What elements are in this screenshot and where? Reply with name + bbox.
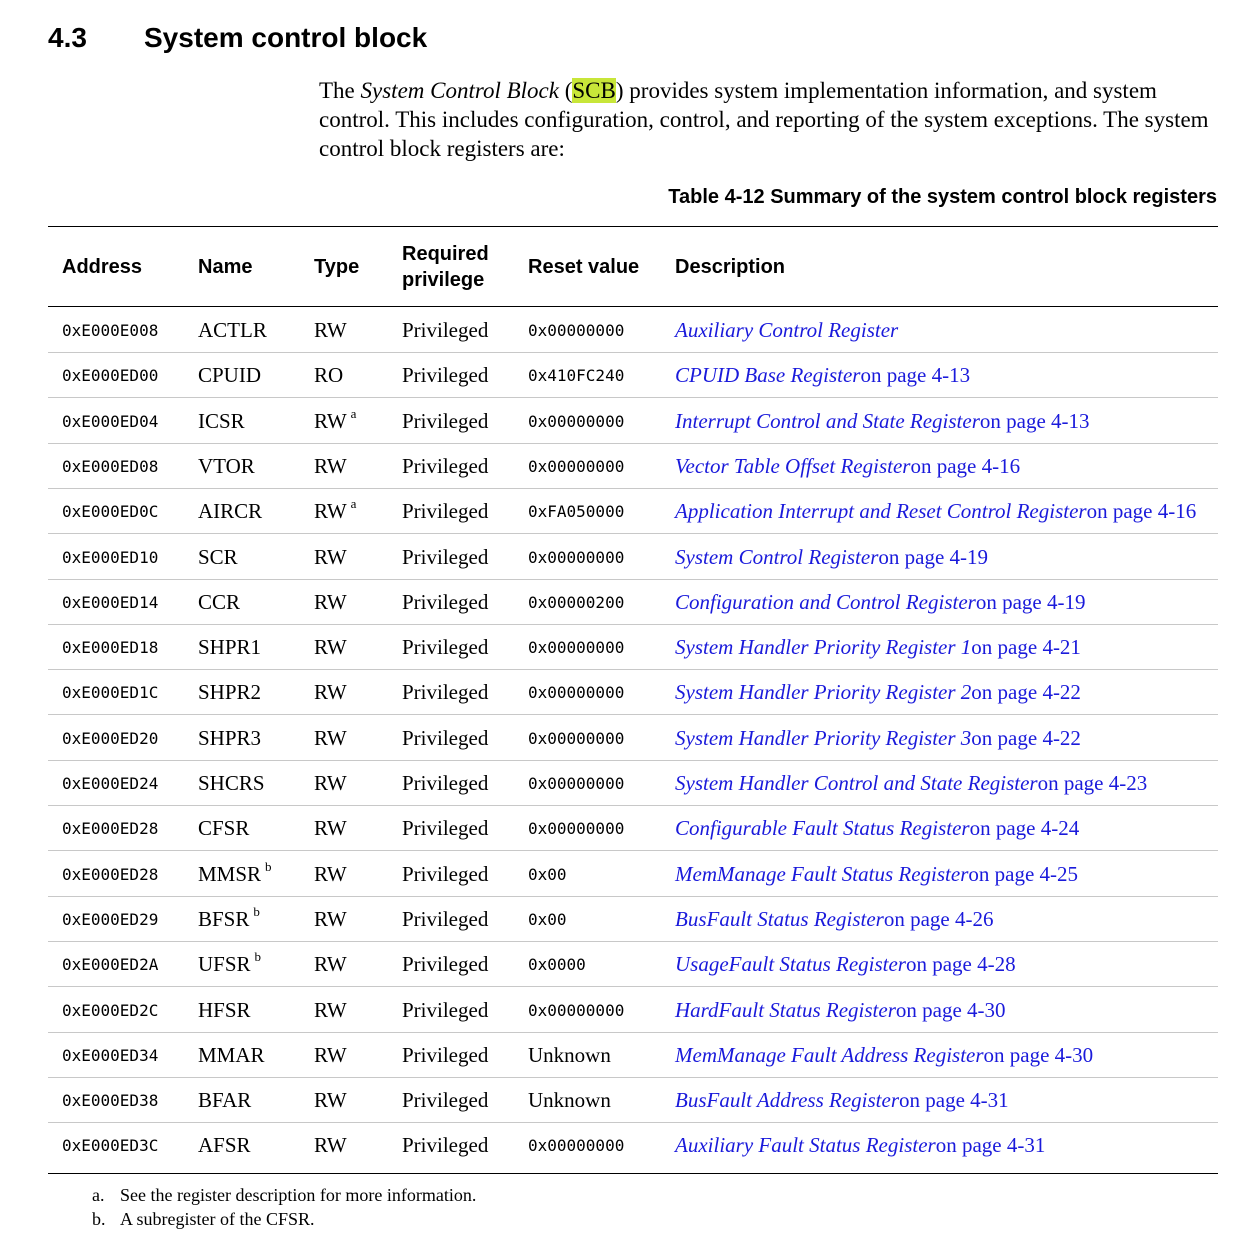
register-type: RW [314, 1087, 347, 1112]
header-description: Description [675, 256, 786, 278]
reset-value: 0x00000000 [528, 320, 625, 340]
description-title: System Handler Priority Register 1 [675, 634, 972, 659]
register-type: RW [314, 317, 347, 342]
register-type-cell [314, 1033, 347, 1077]
register-name: SHPR3 [198, 725, 262, 750]
intro-term: System Control Block [360, 78, 559, 103]
description-page-ref: on page 4-22 [971, 679, 1081, 704]
register-name-cell [198, 806, 249, 850]
description-page-ref: on page 4-31 [899, 1087, 1009, 1112]
register-type: RW [314, 679, 347, 704]
register-address: 0xE000ED18 [62, 637, 159, 657]
register-address: 0xE000ED1C [62, 682, 159, 702]
register-name-cell [198, 852, 272, 896]
table-row [48, 670, 1218, 715]
description-link[interactable] [675, 942, 1016, 986]
reset-value: Unknown [528, 1087, 611, 1112]
register-type: RW [314, 725, 347, 750]
description-page-ref: on page 4-26 [883, 906, 994, 931]
reset-value: 0x00000200 [528, 592, 625, 612]
register-type-cell [314, 444, 347, 488]
description-title: Configuration and Control Register [675, 589, 976, 614]
description-link[interactable] [675, 535, 988, 579]
register-name: CFSR [198, 815, 250, 840]
required-privilege: Privileged [402, 1132, 489, 1157]
footnote-mark: a. [92, 1185, 105, 1205]
register-name: BFSR [198, 906, 250, 931]
register-name-cell [198, 625, 261, 669]
header-reset-value: Reset value [528, 256, 640, 278]
header-address: Address [62, 256, 143, 278]
reset-value: 0x00000000 [528, 818, 625, 838]
footnote-a [92, 1184, 476, 1206]
register-name: MMAR [198, 1042, 265, 1067]
register-name-cell [198, 535, 238, 579]
description-page-ref: on page 4-21 [971, 634, 1081, 659]
description-title: CPUID Base Register [675, 362, 861, 387]
table-caption: Table 4-12 Summary of the system control block registers [668, 186, 1217, 208]
footnote-text: A subregister of the CFSR. [120, 1209, 315, 1229]
register-type-cell [314, 670, 347, 714]
reset-value: 0x00000000 [528, 1000, 625, 1020]
required-privilege: Privileged [402, 951, 489, 976]
register-type: RW [314, 815, 347, 840]
description-title: Interrupt Control and State Register [675, 408, 980, 433]
required-privilege: Privileged [402, 679, 489, 704]
description-title: Auxiliary Fault Status Register [675, 1132, 936, 1157]
table-row [48, 308, 1218, 353]
register-type-cell [314, 761, 347, 805]
description-title: BusFault Status Register [675, 906, 884, 931]
required-privilege: Privileged [402, 317, 489, 342]
footnote-marker: b [265, 859, 272, 874]
required-privilege: Privileged [402, 453, 489, 478]
register-type: RW [314, 906, 347, 931]
header-privilege [402, 240, 489, 294]
register-type-cell [314, 988, 347, 1032]
header-privilege-line1: Required [402, 243, 489, 265]
description-title: Configurable Fault Status Register [675, 815, 970, 840]
description-link[interactable] [675, 670, 1081, 714]
table-row [48, 535, 1218, 580]
description-page-ref: on page 4-13 [860, 362, 971, 387]
register-type-cell [314, 897, 347, 941]
register-name-cell [198, 716, 261, 760]
intro-paragraph [319, 76, 1219, 163]
required-privilege: Privileged [402, 725, 489, 750]
register-type-cell [314, 489, 356, 533]
register-address: 0xE000ED2C [62, 1000, 159, 1020]
reset-value: 0x00000000 [528, 1135, 625, 1155]
register-name-cell [198, 761, 265, 805]
description-link[interactable] [675, 580, 1085, 624]
register-name-cell [198, 308, 267, 352]
table-row [48, 625, 1218, 670]
description-title: Application Interrupt and Reset Control Register [675, 498, 1087, 523]
register-name-cell [198, 353, 261, 397]
description-title: UsageFault Status Register [675, 951, 906, 976]
description-link[interactable] [675, 399, 1090, 443]
description-page-ref: on page 4-23 [1037, 770, 1148, 795]
register-type-cell [314, 1123, 347, 1167]
table-row [48, 761, 1218, 806]
description-page-ref: on page 4-16 [1086, 498, 1197, 523]
footnote-marker: a [350, 496, 357, 511]
register-address: 0xE000ED28 [62, 818, 159, 838]
register-address: 0xE000ED34 [62, 1045, 159, 1065]
register-name: SCR [198, 544, 238, 569]
register-address: 0xE000ED08 [62, 456, 159, 476]
register-name-cell [198, 988, 251, 1032]
register-address: 0xE000ED38 [62, 1090, 159, 1110]
register-type-cell [314, 353, 343, 397]
description-page-ref: on page 4-19 [975, 589, 1086, 614]
required-privilege: Privileged [402, 362, 489, 387]
reset-value: 0x00000000 [528, 728, 625, 748]
register-type-cell [314, 852, 347, 896]
register-name: AIRCR [198, 498, 263, 523]
table-row [48, 580, 1218, 625]
register-name: SHPR1 [198, 634, 262, 659]
reset-value: 0x00000000 [528, 456, 625, 476]
table-row [48, 444, 1218, 489]
register-address: 0xE000ED10 [62, 547, 159, 567]
table-row [48, 1123, 1218, 1168]
description-link[interactable] [675, 308, 898, 352]
description-link[interactable] [675, 716, 1081, 760]
description-title: MemManage Fault Address Register [675, 1042, 984, 1067]
register-address: 0xE000ED3C [62, 1135, 159, 1155]
register-name: UFSR [198, 951, 251, 976]
register-type: RW [314, 861, 347, 886]
required-privilege: Privileged [402, 408, 489, 433]
register-name: CPUID [198, 362, 262, 387]
description-page-ref: on page 4-28 [905, 951, 1016, 976]
register-address: 0xE000ED14 [62, 592, 159, 612]
register-name-cell [198, 1123, 251, 1167]
register-type-cell [314, 942, 347, 986]
register-name-cell [198, 1078, 251, 1122]
table-row [48, 942, 1218, 987]
header-type: Type [314, 256, 360, 278]
required-privilege: Privileged [402, 1087, 489, 1112]
register-type-cell [314, 308, 347, 352]
description-title: Auxiliary Control Register [675, 317, 899, 342]
required-privilege: Privileged [402, 589, 489, 614]
description-link[interactable] [675, 1078, 1009, 1122]
register-type-cell [314, 535, 347, 579]
description-link[interactable] [675, 988, 1006, 1032]
description-link[interactable] [675, 489, 1196, 533]
reset-value: 0x00 [528, 864, 567, 884]
reset-value: 0x00000000 [528, 773, 625, 793]
description-title: System Handler Priority Register 2 [675, 679, 972, 704]
required-privilege: Privileged [402, 1042, 489, 1067]
table-row [48, 1078, 1218, 1123]
description-title: HardFault Status Register [675, 997, 896, 1022]
table-row [48, 399, 1218, 444]
register-type-cell [314, 716, 347, 760]
register-address: 0xE000ED29 [62, 909, 159, 929]
required-privilege: Privileged [402, 906, 489, 931]
description-page-ref: on page 4-13 [979, 408, 1090, 433]
table-row [48, 353, 1218, 398]
table-row [48, 988, 1218, 1033]
table-row [48, 716, 1218, 761]
description-page-ref: on page 4-30 [895, 997, 1006, 1022]
section-title: System control block [144, 22, 428, 53]
intro-rest: ) provides system implementation information, and system control. This includes configuration, control, and reporting of the system exceptions. The system control block registers are: [319, 78, 1209, 161]
description-link[interactable] [675, 444, 1020, 488]
required-privilege: Privileged [402, 634, 489, 659]
register-name: SHPR2 [198, 679, 262, 704]
description-link[interactable] [675, 353, 970, 397]
register-name: ICSR [198, 408, 245, 433]
register-name-cell [198, 897, 260, 941]
intro-open: ( [558, 78, 573, 103]
description-link[interactable] [675, 897, 993, 941]
register-name-cell [198, 399, 245, 443]
description-link[interactable] [675, 1033, 1093, 1077]
register-address: 0xE000ED28 [62, 864, 159, 884]
table-bottom-rule [48, 1173, 1218, 1174]
register-type: RW [314, 1042, 347, 1067]
register-type-cell [314, 580, 347, 624]
description-link[interactable] [675, 852, 1078, 896]
description-page-ref: on page 4-31 [935, 1132, 1046, 1157]
scb-abbreviation: SCB [572, 78, 616, 103]
description-title: System Control Register [675, 544, 879, 569]
description-page-ref: on page 4-19 [878, 544, 989, 569]
footnote-b [92, 1208, 315, 1230]
register-name: ACTLR [198, 317, 267, 342]
register-type: RW [314, 498, 347, 523]
register-name: CCR [198, 589, 241, 614]
footnote-marker: a [350, 406, 357, 421]
description-title: Vector Table Offset Register [675, 453, 911, 478]
footnote-marker: b [254, 949, 262, 964]
description-link[interactable] [675, 625, 1081, 669]
description-page-ref: on page 4-16 [910, 453, 1021, 478]
register-name: VTOR [198, 453, 255, 478]
reset-value: 0x00000000 [528, 637, 625, 657]
register-type-cell [314, 806, 347, 850]
register-name: HFSR [198, 997, 251, 1022]
description-page-ref: on page 4-22 [971, 725, 1081, 750]
description-page-ref: on page 4-30 [983, 1042, 1094, 1067]
register-type: RO [314, 362, 344, 387]
register-type-cell [314, 399, 356, 443]
reset-value: 0x410FC240 [528, 365, 625, 385]
register-name: BFAR [198, 1087, 252, 1112]
description-link[interactable] [675, 761, 1147, 805]
header-privilege-line2: privilege [402, 269, 485, 291]
register-type-cell [314, 625, 347, 669]
register-type-cell [314, 1078, 347, 1122]
register-name-cell [198, 580, 240, 624]
description-link[interactable] [675, 1123, 1045, 1167]
footnote-mark: b. [92, 1209, 106, 1229]
description-page-ref: on page 4-24 [969, 815, 1080, 840]
reset-value: 0x00000000 [528, 411, 625, 431]
register-name-cell [198, 670, 261, 714]
table-row [48, 806, 1218, 851]
reset-value: 0x0000 [528, 954, 586, 974]
register-name-cell [198, 489, 262, 533]
register-address: 0xE000ED00 [62, 365, 159, 385]
table-row [48, 489, 1218, 534]
register-name-cell [198, 1033, 265, 1077]
reset-value: 0x00 [528, 909, 567, 929]
register-name-cell [198, 444, 255, 488]
table-header-rule [48, 306, 1218, 307]
register-type: RW [314, 408, 347, 433]
required-privilege: Privileged [402, 861, 489, 886]
header-name: Name [198, 256, 253, 278]
register-address: 0xE000ED20 [62, 728, 159, 748]
reset-value: 0x00000000 [528, 547, 625, 567]
table-row [48, 1033, 1218, 1078]
reset-value: Unknown [528, 1042, 611, 1067]
table-top-rule [48, 226, 1218, 227]
register-address: 0xE000E008 [62, 320, 159, 340]
footnote-marker: b [253, 904, 260, 919]
register-type: RW [314, 544, 347, 569]
required-privilege: Privileged [402, 815, 489, 840]
register-address: 0xE000ED0C [62, 501, 159, 521]
required-privilege: Privileged [402, 997, 489, 1022]
register-type: RW [314, 770, 347, 795]
description-title: System Handler Priority Register 3 [675, 725, 972, 750]
register-type: RW [314, 589, 347, 614]
section-number: 4.3 [48, 22, 87, 53]
reset-value: 0xFA050000 [528, 501, 625, 521]
register-name: AFSR [198, 1132, 251, 1157]
description-link[interactable] [675, 806, 1079, 850]
required-privilege: Privileged [402, 770, 489, 795]
intro-pre: The [319, 78, 361, 103]
register-address: 0xE000ED04 [62, 411, 159, 431]
footnote-text: See the register description for more information. [120, 1185, 477, 1205]
register-type: RW [314, 997, 347, 1022]
register-type: RW [314, 453, 347, 478]
register-address: 0xE000ED24 [62, 773, 159, 793]
required-privilege: Privileged [402, 498, 489, 523]
register-name: SHCRS [198, 770, 265, 795]
table-row [48, 852, 1218, 897]
register-type: RW [314, 1132, 347, 1157]
description-title: MemManage Fault Status Register [675, 861, 969, 886]
register-name-cell [198, 942, 261, 986]
reset-value: 0x00000000 [528, 682, 625, 702]
table-row [48, 897, 1218, 942]
register-type: RW [314, 951, 347, 976]
description-title: System Handler Control and State Register [675, 770, 1038, 795]
description-title: BusFault Address Register [675, 1087, 899, 1112]
register-type: RW [314, 634, 347, 659]
register-address: 0xE000ED2A [62, 954, 159, 974]
register-name: MMSR [198, 861, 262, 886]
description-page-ref: on page 4-25 [968, 861, 1079, 886]
required-privilege: Privileged [402, 544, 489, 569]
